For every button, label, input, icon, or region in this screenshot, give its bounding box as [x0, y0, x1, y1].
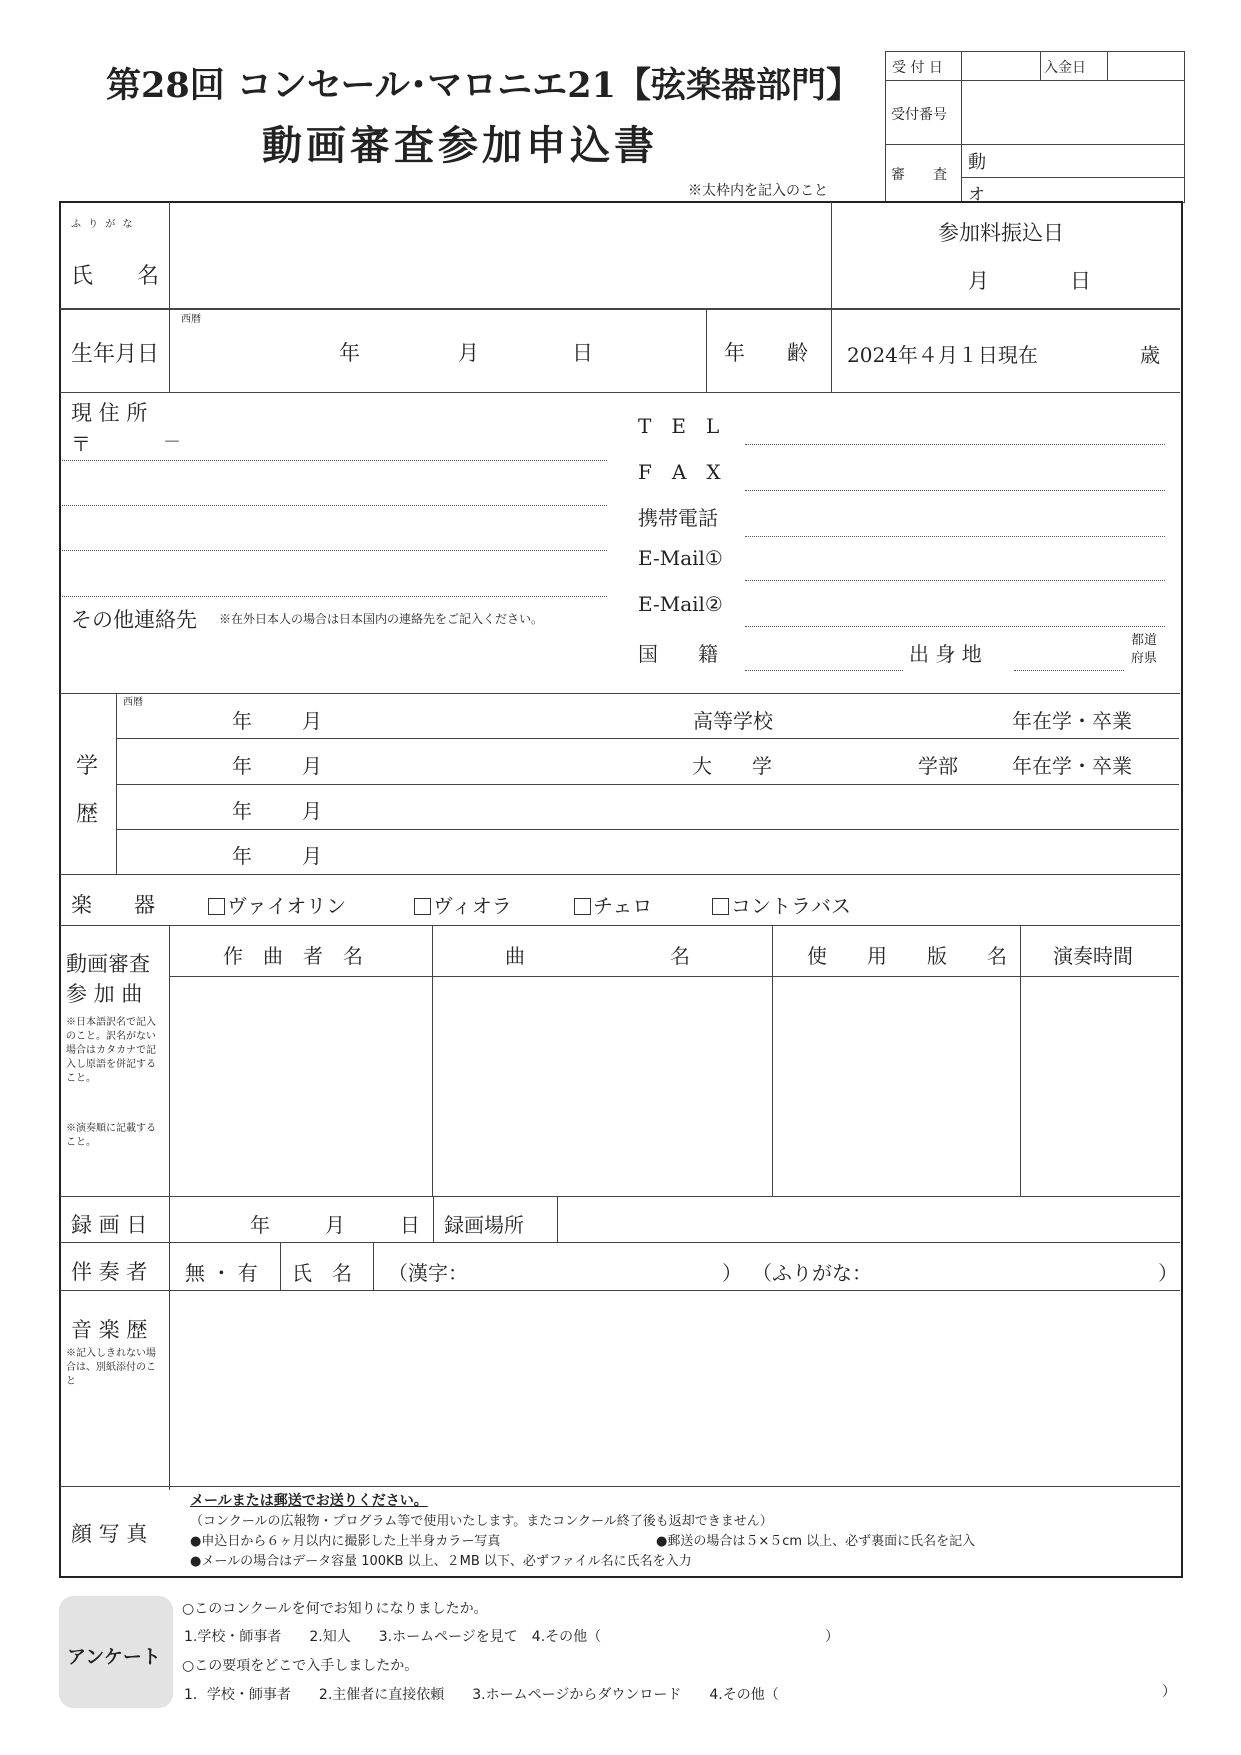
birthdate-label: 生年月日: [71, 342, 160, 367]
email1-input[interactable]: [745, 548, 1165, 578]
survey-label: アンケート: [67, 1646, 161, 1668]
review-audition-mark: オ: [968, 185, 985, 205]
tel-input[interactable]: [745, 412, 1165, 442]
pieces-label-1: 動画審査: [66, 952, 150, 976]
recording-date-label: 録 画 日: [71, 1213, 148, 1237]
instrument-option-cello[interactable]: チェロ: [574, 890, 652, 919]
age-unit: 歳: [1140, 343, 1160, 367]
other-contact-label: その他連絡先: [71, 608, 197, 632]
col-composer-header: 作 曲 者 名: [223, 944, 363, 968]
mobile-label: 携帯電話: [638, 506, 718, 530]
received-number-label: 受付番号: [891, 107, 947, 123]
education-label-1: 学: [76, 754, 99, 779]
recording-day: 日: [400, 1213, 420, 1237]
music-history-note: ※記入しきれない場合は、別紙添付のこと: [66, 1348, 156, 1387]
other-contact-note: ※在外日本人の場合は日本国内の連絡先をご記入ください。: [219, 612, 544, 626]
age-reference-date: 2024年４月１日現在: [847, 343, 1038, 367]
accompanist-kanji-label: （漢字：: [388, 1261, 468, 1285]
accompanist-name-label: 氏 名: [292, 1261, 352, 1285]
recording-place-input[interactable]: [560, 1199, 1178, 1239]
photo-send-instruction: メールまたは郵送でお送りください。: [190, 1493, 428, 1509]
fax-label: F A X: [638, 460, 721, 484]
music-history-input[interactable]: [172, 1293, 1178, 1483]
payment-date-label: 入金日: [1044, 60, 1086, 76]
contrabass-checkbox[interactable]: [712, 898, 729, 915]
col-title-header-2: 名: [670, 944, 690, 968]
pieces-note-translation: ※日本語訳名で記入のこと。訳名がない場合はカタカナで記入し原語を併記すること。: [66, 1017, 156, 1084]
edu-row1-year: 年: [232, 709, 252, 733]
col-duration-header: 演奏時間: [1053, 944, 1133, 968]
edu-row1-school: 高等学校: [693, 709, 773, 733]
edu-row2-faculty: 学部: [918, 754, 958, 778]
survey-answers-2-close: ）: [1162, 1684, 1176, 1700]
edu-row2-year: 年: [232, 754, 252, 778]
cello-checkbox[interactable]: [574, 898, 591, 915]
tel-label: T E L: [638, 414, 720, 438]
violin-checkbox[interactable]: [208, 898, 225, 915]
mobile-input[interactable]: [745, 504, 1165, 534]
birth-month-label: 月: [458, 341, 479, 365]
edu-row1-month: 月: [302, 709, 322, 733]
prefecture-suffix-2: 府県: [1131, 651, 1158, 666]
col-title-header-1: 曲: [505, 944, 525, 968]
postal-dash: －: [163, 432, 181, 453]
photo-requirement-1: ●申込日から６ヶ月以内に撮影した上半身カラー写真: [190, 1534, 501, 1549]
accompanist-furigana-input[interactable]: [888, 1248, 1153, 1284]
col-edition-header: 使 用 版 名: [807, 944, 1007, 968]
birth-era-label: 西暦: [181, 314, 201, 325]
accompanist-furigana-label: （ふりがな：: [752, 1261, 872, 1285]
form-title-line2: 動画審査参加申込書: [262, 122, 658, 169]
birth-year-label: 年: [339, 341, 360, 365]
pieces-label-2: 参 加 曲: [66, 982, 143, 1006]
edu-row3-year: 年: [232, 799, 252, 823]
education-label-2: 歴: [76, 802, 99, 827]
instrument-option-violin[interactable]: ヴァイオリン: [208, 890, 346, 919]
edu-row2-month: 月: [302, 754, 322, 778]
recording-month: 月: [325, 1213, 345, 1237]
prefecture-suffix-1: 都道: [1131, 633, 1158, 648]
fee-month-label: 月: [968, 269, 989, 293]
name-label: 氏 名: [71, 264, 160, 289]
accompanist-label: 伴 奏 者: [71, 1260, 148, 1284]
edu-row2-school: 大 学: [692, 754, 772, 778]
composer-input[interactable]: [172, 979, 430, 1194]
edu-row4-month: 月: [302, 844, 322, 868]
instrument-option-viola[interactable]: ヴィオラ: [414, 890, 512, 919]
fee-day-label: 日: [1070, 269, 1091, 293]
pieces-note-order: ※演奏順に記載すること。: [66, 1123, 156, 1148]
fill-instruction-note: ※太枠内を記入のこと: [688, 183, 828, 199]
edu-row2-status: 年在学・卒業: [1012, 754, 1132, 778]
address-input[interactable]: [62, 440, 607, 595]
birth-day-label: 日: [572, 341, 593, 365]
viola-checkbox[interactable]: [414, 898, 431, 915]
edu-row3-month: 月: [302, 799, 322, 823]
furigana-label: ふ り が な: [71, 219, 135, 230]
nationality-label: 国 籍: [638, 642, 718, 666]
instrument-label: 楽 器: [71, 893, 155, 917]
name-input[interactable]: [172, 205, 828, 305]
survey-answers-2[interactable]: 1．学校・師事者 2.主催者に直接依頼 3.ホームページからダウンロード 4.その他（: [184, 1687, 779, 1703]
email1-label: E-Mail①: [638, 546, 723, 570]
survey-question-2: ○この要項をどこで入手しましたか。: [182, 1658, 419, 1674]
fax-input[interactable]: [745, 458, 1165, 488]
accompanist-kanji-close: ）: [722, 1261, 742, 1285]
survey-answers-1-close: ）: [825, 1629, 839, 1645]
recording-place-label: 録画場所: [444, 1213, 524, 1237]
received-date-label: 受 付 日: [892, 60, 943, 76]
birthplace-label: 出 身 地: [909, 642, 982, 666]
piece-title-input[interactable]: [435, 979, 770, 1194]
fee-date-label: 参加料振込日: [938, 221, 1064, 245]
duration-input[interactable]: [1023, 979, 1178, 1194]
music-history-label: 音 楽 歴: [71, 1318, 148, 1342]
accompanist-furigana-close: ）: [1158, 1261, 1178, 1285]
email2-label: E-Mail②: [638, 592, 723, 616]
instrument-option-contrabass[interactable]: コントラバス: [712, 890, 851, 919]
education-era-label: 西暦: [123, 697, 143, 708]
review-video-mark: 動: [968, 152, 986, 173]
accompanist-presence[interactable]: 無 ・ 有: [185, 1261, 258, 1285]
recording-year: 年: [250, 1213, 270, 1237]
photo-label: 顔 写 真: [71, 1522, 148, 1546]
postal-mark: 〒: [71, 432, 91, 456]
edition-input[interactable]: [775, 979, 1018, 1194]
survey-question-1: ○このコンクールを何でお知りになりましたか。: [182, 1601, 488, 1617]
email2-input[interactable]: [745, 594, 1165, 624]
age-label: 年 齢: [724, 341, 808, 365]
edu-row4-year: 年: [232, 844, 252, 868]
accompanist-kanji-input[interactable]: [480, 1248, 718, 1284]
survey-answers-1[interactable]: 1.学校・師事者 2.知人 3.ホームページを見て 4.その他（: [184, 1629, 602, 1645]
photo-requirement-mail: ●郵送の場合は５×５cm 以上、必ず裏面に氏名を記入: [656, 1534, 976, 1549]
photo-requirement-email: ●メールの場合はデータ容量 100KB 以上、２MB 以下、必ずファイル名に氏名を入力: [190, 1554, 692, 1569]
photo-usage-note: （コンクールの広報物・プログラム等で使用いたします。またコンクール終了後も返却できません）: [190, 1514, 773, 1529]
address-label: 現 住 所: [71, 401, 148, 425]
form-title-line1: 第28回 コンセール･マロニエ21【弦楽器部門】: [106, 65, 861, 106]
review-label: 審 査: [891, 167, 947, 183]
edu-row1-status: 年在学・卒業: [1012, 709, 1132, 733]
